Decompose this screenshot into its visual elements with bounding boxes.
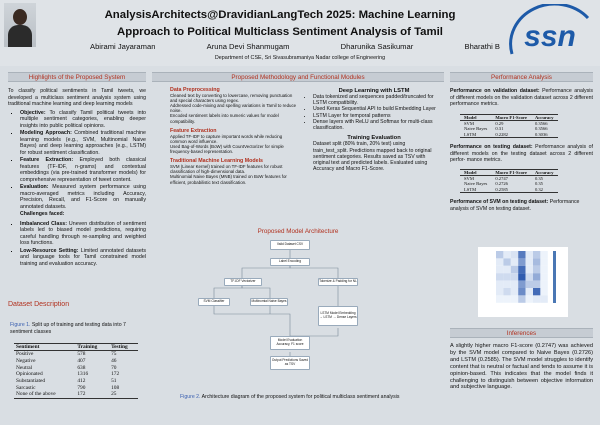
table-cell: 0.2282: [491, 132, 531, 138]
list-item: ▪ Imbalanced Class: Uneven distribution of sentiment labels led to biased model predictions, requiring careful handling through re-sampling and weighted loss functions.: [20, 221, 146, 247]
table-row: [14, 378, 138, 385]
heatmap-cell: [526, 251, 533, 258]
heatmap-cell: [526, 273, 533, 280]
table-cell: 0.29: [495, 120, 504, 126]
table-cell: Positive: [16, 351, 34, 358]
heatmap-cell: [518, 273, 525, 280]
table-header: Testing: [109, 344, 138, 351]
heatmap-cell: [533, 266, 540, 273]
heatmap-cell: [503, 258, 510, 265]
block-heading: Traditional Machine Learning Models: [170, 158, 264, 165]
heatmap-cell: [540, 273, 547, 280]
heatmap-cell: [496, 266, 503, 273]
section-title: Proposed Model Architecture: [257, 228, 339, 235]
heatmap-cell: [526, 266, 533, 273]
heatmap-cell: [496, 258, 503, 265]
heatmap-cell: [533, 281, 540, 288]
table-header: Accuracy: [531, 114, 558, 120]
dataset-section: [8, 300, 146, 399]
table-cell: SVM: [464, 120, 474, 126]
architecture-section: [152, 227, 444, 237]
list-item: ▪ Evaluation: Measured system performance using macro-averaged metrics including Accuracy, Precision, Recall, and F1-Score on manually annotated datasets.: [20, 184, 146, 210]
list-item: • Dense layers with ReLU and Softmax for multi-class classification.: [313, 119, 441, 131]
table-cell: 0.31: [495, 126, 504, 132]
list-item: ▪ Modeling Approach: Combined traditional machine learning models (e.g., SVM, Multinomial Naive Bayes) and deep learning approaches (e.g., LSTM) for robust sentiment classification.: [20, 130, 146, 156]
arch-box-tfidf: TF-IDF Vectorizer: [224, 278, 262, 286]
testing-description: Performance on testing dataset: Performance analysis of different models on the testing dataset across 2 different perfor- mance metrics.: [450, 144, 593, 164]
block-heading: Deep Learning with LSTM: [338, 88, 410, 94]
heatmap-cell: [518, 281, 525, 288]
table-cell: 70: [111, 364, 117, 371]
author-photo: [4, 3, 36, 47]
table-cell: 0.32: [531, 187, 558, 193]
table-cell: 25: [109, 391, 138, 398]
heatmap-cell: [518, 266, 525, 273]
heatmap-cell: [511, 295, 518, 302]
arch-box-tokenize: Tokenize & Padding for NL: [318, 278, 358, 286]
poster-title: AnalysisArchitects@DravidianLangTech 2025: Machine Learning Approach to Political Multiclass Sentiment Analysis of Tamil: [104, 9, 456, 38]
table-cell: 407: [77, 357, 86, 364]
table-cell: 0.3566: [534, 126, 548, 132]
table-cell: 0.3566: [534, 120, 548, 126]
heatmap-cell: [496, 273, 503, 280]
table-row: [14, 391, 138, 398]
table-cell: 172: [111, 371, 120, 378]
heatmap-cell: [540, 266, 547, 273]
table-cell: 108: [111, 384, 120, 391]
heatmap-cell: [518, 251, 525, 258]
lstm-list: [313, 94, 441, 131]
table-row: [460, 187, 558, 193]
poster-header: [0, 0, 600, 66]
table-cell: 172: [75, 391, 109, 398]
validation-description: Performance on validation dataset: Performance analysis of different models on the validation dataset across 2 different performance metrics.: [450, 88, 593, 108]
heatmap-cell: [540, 295, 547, 302]
table-cell: Neutral: [16, 364, 33, 371]
highlights-section: [8, 72, 146, 268]
confusion-matrix-description: Performance of SVM on testing dataset: Performance analysis of SVM on testing dataset.: [450, 199, 580, 212]
ssn-logo: [504, 4, 596, 62]
author-name: Dharunika Sasikumar: [340, 42, 414, 51]
table-cell: 0.3036: [531, 132, 558, 138]
testing-table: [460, 169, 558, 193]
heatmap-cell: [496, 295, 503, 302]
arch-box-evaluation: Model Evaluation Accuracy, F1 score: [270, 336, 310, 350]
svg-text:ssn: ssn: [524, 20, 576, 53]
arch-box-output: Output Predictions Saved as TSV: [270, 356, 310, 370]
heatmap-cell: [533, 273, 540, 280]
table-cell: Opinionated: [16, 371, 43, 378]
block-line: Multinomial Naive Bayes (MNB) trained on BoW features for efficient, probabilistic text classification.: [170, 174, 287, 185]
heatmap-cell: [511, 251, 518, 258]
block-line: Addressed code-mixing and spelling variations in Tamil to reduce noise.: [170, 103, 297, 114]
block-heading: Data Preprocessing: [170, 87, 220, 93]
arch-box-mnb: Multinomial Naive Bayes: [250, 298, 288, 306]
heatmap-cell: [496, 251, 503, 258]
heatmap-cell: [533, 258, 540, 265]
list-item: ▪ Objective: To classify Tamil political tweets into multiple sentiment categories, enabling deeper insights into public political opinions.: [20, 110, 146, 130]
table-header: Sentiment: [14, 344, 75, 351]
challenges-list: [20, 221, 146, 268]
heatmap-cell: [526, 281, 533, 288]
list-item: ▪ Feature Extraction: Employed both classical features (TF-IDF, n-grams) and contextual embeddings (via pre-trained transformer models) for comprehensive representation of tweet content.: [20, 157, 146, 183]
table-header: Macro F1-Score: [491, 114, 531, 120]
table-cell: Naive Bayes: [464, 181, 488, 187]
table-cell: SVM: [464, 175, 474, 181]
heatmap-cell: [518, 295, 525, 302]
table-cell: 790: [77, 384, 86, 391]
heatmap-cell: [503, 288, 510, 295]
block-line: Encoded sentiment labels into numeric values for model compatibility.: [170, 113, 279, 124]
heatmap-cell: [503, 251, 510, 258]
table-cell: 51: [111, 378, 117, 384]
table-cell: Negative: [16, 357, 36, 364]
training-text: Dataset split (80% train, 20% test) using train_test_split. Predictions mapped back to original sentiment categories. Results saved as TSV with original text and predicted labels. Evaluated using Accuracy and Macro F1-Score.: [313, 141, 432, 173]
section-title: Dataset Description: [8, 301, 70, 308]
heatmap-cell: [540, 281, 547, 288]
table-cell: 638: [77, 364, 86, 371]
performance-section: [450, 72, 593, 212]
block-line: Cleaned text by converting to lowercase, removing punctuation and special characters using regex.: [170, 93, 293, 104]
methodology-section: [152, 72, 444, 82]
heatmap-cell: [540, 258, 547, 265]
section-title: Highlights of the Proposed System: [8, 72, 146, 82]
affiliation: Department of CSE, Sri Sivasubramaniya Nadar college of Engineering: [214, 55, 386, 61]
methodology-right: [307, 88, 441, 173]
heatmap-cell: [526, 258, 533, 265]
heatmap-cell: [496, 288, 503, 295]
table-cell: LSTM: [460, 187, 491, 193]
table-row: [460, 132, 558, 138]
list-item: • Used Keras Sequential API to build Embedding Layer: [313, 106, 441, 112]
table-row: [14, 365, 138, 372]
highlights-intro: To classify political sentiments in Tamil tweets, we developed a multiclass sentiment analysis system using traditional machine learning and deep learning models: [8, 88, 146, 108]
heatmap-cell: [526, 295, 533, 302]
section-title: Performance Analysis: [450, 72, 593, 82]
table-row: [14, 351, 138, 358]
section-title: Proposed Methodology and Functional Modules: [152, 72, 444, 82]
table-row: [14, 371, 138, 378]
block-line: Used Bag-of-Words (BoW) with CountVectorizer for simple frequency-based representation.: [170, 143, 284, 155]
heatmap-cell: [533, 295, 540, 302]
heatmap-cell: [511, 273, 518, 280]
heatmap-cell: [503, 295, 510, 302]
svm-confusion-matrix: [478, 247, 568, 317]
table-cell: 578: [77, 351, 86, 358]
table-cell: Sarcastic: [16, 384, 36, 391]
methodology-left: [170, 88, 298, 185]
table-cell: 412: [77, 378, 86, 384]
arch-box-svm: SVM Classifier: [198, 298, 230, 306]
heatmap-cell: [511, 288, 518, 295]
dataset-table: [14, 343, 138, 399]
author-name: Bharathi B: [464, 42, 500, 51]
heatmap-cell: [511, 266, 518, 273]
table-header: Accuracy: [531, 169, 558, 175]
table-cell: 0.2585: [491, 187, 531, 193]
heatmap-cell: [533, 251, 540, 258]
block-line: SVM (Linear Kernel) trained on TF-IDF features for robust classification of high-dimensional data.: [170, 164, 283, 175]
figure-caption: Figure 1. Split up of training and testing data into 7 sentiment classes: [10, 322, 126, 335]
heatmap-cell: [518, 288, 525, 295]
highlights-list: [20, 110, 146, 211]
heatmap-cell: [540, 288, 547, 295]
table-cell: 0.35: [534, 175, 543, 181]
list-item: ▪ Low-Resource Setting: Limited annotated datasets and language tools for Tamil constrained model training and evaluation accuracy.: [20, 248, 146, 268]
table-cell: 46: [111, 357, 117, 364]
arch-box-lstm: LSTM Model Embedding → LSTM → Dense Layers: [318, 306, 358, 326]
arch-box-label-encoding: Label Encoding: [270, 258, 310, 266]
block-line: Applied TF-IDF to capture important words while reducing common word influence.: [170, 133, 283, 144]
list-item: • Data tokenized and sequences padded/truncated for LSTM compatibility.: [313, 94, 441, 106]
table-cell: 0.35: [534, 181, 543, 187]
table-header: Model: [460, 114, 491, 120]
table-cell: LSTM: [460, 132, 491, 138]
colorbar: [553, 251, 556, 303]
table-header: Model: [460, 169, 491, 175]
heatmap-cell: [511, 281, 518, 288]
arch-box-input: Valid Dataset CSV: [270, 240, 310, 250]
heatmap-cell: [503, 281, 510, 288]
author-name: Aruna Devi Shanmugam: [206, 42, 290, 51]
block-heading: Feature Extraction: [170, 127, 217, 134]
heatmap-cell: [503, 266, 510, 273]
heatmap-cell: [503, 273, 510, 280]
heatmap-cell: [511, 258, 518, 265]
figure-caption: Figure 2. Architecture diagram of the proposed system for political multiclass sentiment analysis: [180, 394, 400, 400]
inferences-section: [450, 328, 593, 391]
author-name: Abirami Jayaraman: [90, 42, 156, 51]
block-heading: Training Evaluation: [347, 135, 401, 142]
table-cell: 75: [111, 351, 117, 358]
table-cell: Substantiated: [16, 378, 46, 384]
table-cell: 0.2726: [495, 181, 508, 187]
heatmap-cell: [496, 281, 503, 288]
inferences-text: A slightly higher macro F1-score (0.2747) was achieved by the SVM model compared to Naive Bayes (0.2726) and LSTM (0.2585). The SVM model struggles to identify content that is neutral or factual and tends to assume it is opinion-based. This indicates that the model finds it challenging to distinguish between objective information and subjective language.: [450, 343, 593, 391]
table-header: Training: [75, 344, 109, 351]
table-header: Macro F1-Score: [491, 169, 531, 175]
table-cell: 0.2747: [495, 175, 508, 181]
heatmap-cell: [526, 288, 533, 295]
table-row: [14, 358, 138, 365]
list-item: • LSTM Layer for temporal patterns: [313, 113, 441, 119]
heatmap-cell: [518, 258, 525, 265]
author-list: [90, 42, 500, 51]
table-cell: None of the above: [14, 391, 75, 398]
table-cell: Naive Bayes: [464, 126, 488, 132]
table-cell: 1316: [77, 371, 89, 378]
challenges-title: Challenges faced:: [20, 211, 65, 218]
section-title: Inferences: [450, 328, 593, 338]
validation-table: [460, 114, 558, 138]
heatmap-cell: [533, 288, 540, 295]
heatmap-cell: [540, 251, 547, 258]
